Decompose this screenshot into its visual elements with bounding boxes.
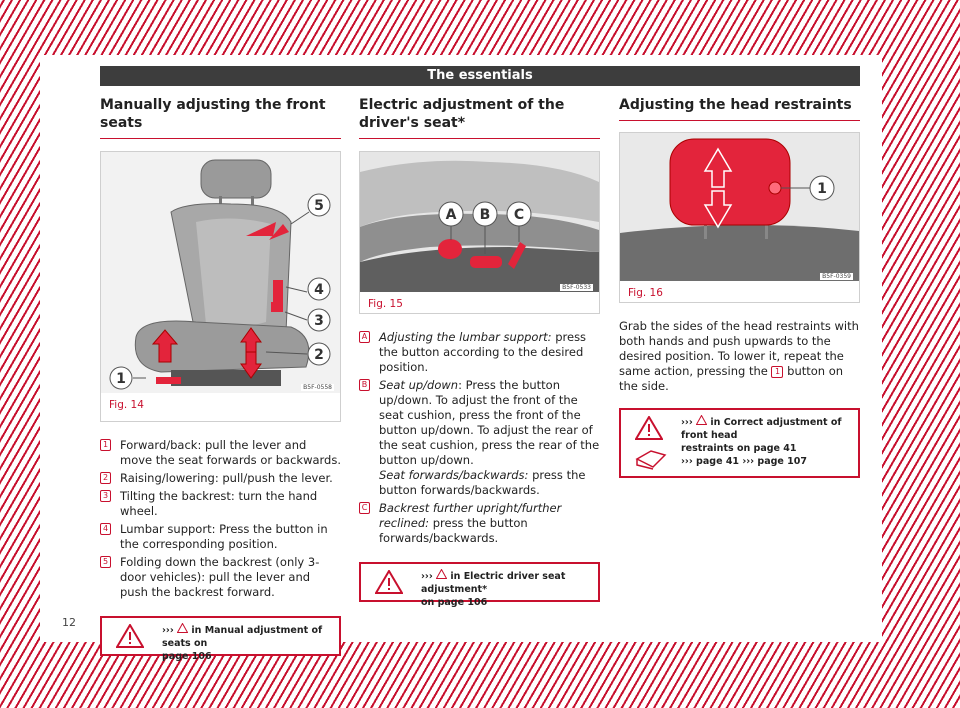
list-item: 4 Lumbar support: Press the button in the corresponding position.: [100, 522, 341, 552]
instructions-paragraph: Grab the sides of the head restraints with both hands and push upwards to the desired position. To lower it, repeat the same action, pressing the 1 button on the side.: [619, 319, 859, 393]
warning-box: [100, 616, 341, 662]
list-item: C Backrest further upright/further reclined: press the button forwards/backwards.: [359, 501, 600, 546]
warning-icon: [635, 416, 663, 440]
svg-text:4: 4: [314, 282, 324, 298]
warning-inline-icon: [696, 415, 707, 425]
svg-text:1: 1: [817, 181, 827, 197]
figure-code: B5F-0533: [562, 284, 591, 291]
figure-code: B5F-0359: [822, 273, 851, 280]
figure-caption: Fig. 15: [368, 298, 403, 310]
seat-controls-illustration: [360, 152, 599, 292]
head-restraint-illustration: [620, 133, 859, 281]
seat-illustration: [101, 152, 340, 393]
warning-text: ››› in Electric driver seat adjustment* on page 106: [421, 571, 566, 608]
figure-caption: Fig. 14: [109, 399, 144, 411]
svg-text:3: 3: [314, 313, 324, 329]
step-list: [359, 330, 600, 546]
warning-icon: [116, 624, 144, 648]
warning-inline-icon: [177, 623, 188, 633]
figure-14: [100, 151, 341, 422]
button-reference: 1: [771, 366, 783, 378]
reference-text: ››› page 41 ››› page 107: [681, 456, 807, 467]
column-electric-seat: [359, 96, 600, 608]
list-item: 3 Tilting the backrest: turn the hand wheel.: [100, 489, 341, 519]
figure-15: [359, 151, 600, 314]
warning-icon: [375, 570, 403, 594]
warning-inline-icon: [436, 569, 447, 579]
list-item: 1 Forward/back: pull the lever and move the seat forwards or backwards.: [100, 438, 341, 468]
page-number: 12: [62, 616, 76, 629]
list-item: B Seat up/down: Press the button up/down. To adjust the front of the seat cushion, press the front of the button up/down. To adjust the rear of the seat cushion, press the rear of the button up/down. Seat forwards/backwards: press the button forwards/backwards.: [359, 378, 600, 498]
book-icon: [635, 447, 669, 471]
section-header: The essentials: [100, 66, 860, 86]
warning-text: ››› in Correct adjustment of front head restraints on page 41: [681, 417, 842, 454]
svg-text:B: B: [479, 207, 491, 223]
list-item: 5 Folding down the backrest (only 3-door vehicles): pull the lever and push the backrest forward.: [100, 555, 341, 600]
step-list: [100, 438, 341, 600]
warning-box: [359, 562, 600, 608]
list-item: A Adjusting the lumbar support: press the button according to the desired position.: [359, 330, 600, 375]
warning-text: ››› in Manual adjustment of seats on page 106: [162, 625, 323, 662]
section-title: Manually adjusting the front seats: [100, 96, 341, 139]
warning-box: [619, 408, 860, 478]
svg-text:5: 5: [314, 198, 324, 214]
svg-text:C: C: [513, 207, 525, 223]
svg-text:A: A: [445, 207, 457, 223]
column-manual-seats: [100, 96, 341, 662]
figure-code: B5F-0558: [303, 384, 332, 391]
figure-16: [619, 132, 860, 303]
list-item: 2 Raising/lowering: pull/push the lever.: [100, 471, 341, 486]
section-title: Electric adjustment of the driver's seat*: [359, 96, 600, 139]
figure-caption: Fig. 16: [628, 287, 663, 299]
section-title: Adjusting the head restraints: [619, 96, 860, 121]
column-head-restraints: [619, 96, 860, 478]
svg-text:1: 1: [116, 371, 126, 387]
svg-text:2: 2: [314, 347, 324, 363]
